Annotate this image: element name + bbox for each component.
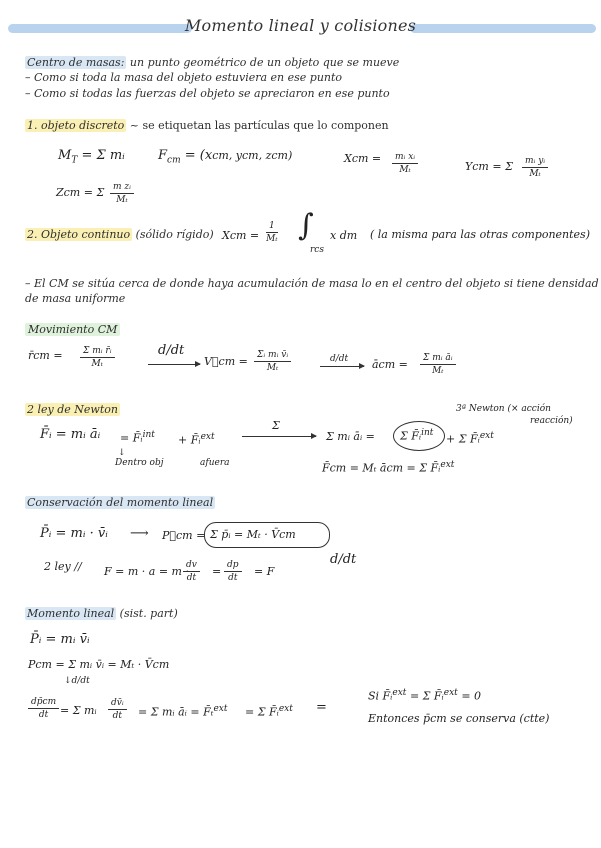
- fcm-line: F̄cm = Mₜ ācm = Σ F̄ᵢ$^{ext}$: [322, 460, 455, 475]
- xcm-label: Xcm =: [344, 152, 382, 165]
- oval-text: Σ F̄ᵢ$^{int}$: [400, 428, 434, 443]
- cons-box-text: Σ p̄ᵢ = Mₜ · V̄cm: [210, 528, 296, 541]
- si-line: Si F̄ᵢ$^{ext}$ = Σ F̄ᵢ$^{ext}$ = 0: [368, 688, 482, 703]
- intro-definition: un punto geométrico de un objeto que se mueve: [126, 56, 400, 69]
- integral-subscript: rcs: [310, 245, 324, 255]
- continuous-paren: (sólido rígido): [132, 228, 214, 241]
- dvi-dt-fraction: $\frac{\text{dv̄ᵢ}}{dt}$: [108, 698, 127, 721]
- momento-rest2: = Σ F̄ᵢ$^{ext}$: [245, 704, 293, 719]
- newton-heading: 2 ley de Newton: [27, 403, 118, 416]
- pcm-label: P⃗cm =: [162, 529, 206, 542]
- rcm-fraction: $\frac{\text{Σ mᵢ r̄ᵢ}}{\text{Mₜ}}$: [80, 346, 115, 369]
- ley-label: 2 ley //: [44, 560, 82, 573]
- entonces-line: Entonces p̄cm se conserva (ctte): [368, 712, 550, 725]
- acm-fraction: $\frac{\text{Σ mᵢ āᵢ}}{\text{Mₜ}}$: [420, 353, 456, 376]
- acm-label: ācm =: [372, 358, 408, 371]
- cons-ddt: d/dt: [330, 552, 357, 567]
- momento-pi: P̄ᵢ = mᵢ v̄ᵢ: [30, 632, 90, 647]
- mt-formula: $M_T = \Sigma$ mᵢ: [58, 148, 125, 166]
- continuous-label: 2. Objeto continuo: [27, 228, 131, 241]
- f-eq: F = m · a = m ·: [104, 565, 189, 578]
- vcm-fraction: $\frac{\text{Σᵢ mᵢ v̄ᵢ}}{\text{Mₜ}}$: [254, 350, 291, 373]
- continuous-fraction: $\frac{1}{\text{Mₜ}}$: [266, 221, 278, 244]
- arrow-2: [320, 366, 364, 367]
- movimiento-heading: Movimiento CM: [25, 323, 120, 336]
- pi-equation: P̄ᵢ = mᵢ · v̄ᵢ: [40, 526, 108, 541]
- sum-label: Σ: [272, 419, 280, 432]
- momento-big-eq: =: [316, 700, 327, 715]
- fi-ext: + F̄ᵢ$^{ext}$: [178, 432, 215, 447]
- dp-dt-fraction: $\frac{dp}{dt}$: [224, 560, 242, 583]
- cons-eq: =: [212, 565, 222, 578]
- integrand: x dm: [330, 229, 358, 242]
- ddt-arrow-1-label: d/dt: [158, 343, 185, 358]
- vcm-label: V⃗cm =: [204, 355, 248, 368]
- continuous-note: ( la misma para las otras componentes): [370, 228, 590, 241]
- conservacion-heading: Conservación del momento lineal: [27, 496, 214, 509]
- fcm-formula: $F_{cm} = (xcm$, ycm, zcm): [158, 148, 293, 166]
- cons-arrow: ⟶: [130, 526, 149, 541]
- momento-paren: (sist. part): [116, 607, 178, 620]
- ycm-fraction: $\frac{\text{mᵢ yᵢ}}{\text{Mₜ}}$: [522, 156, 548, 179]
- xcm-fraction: $\frac{\text{mᵢ xᵢ}}{\text{Mₜ}}$: [392, 152, 418, 175]
- arrow-1: [148, 364, 200, 365]
- cm-note-line-2: de masa uniforme: [25, 292, 126, 305]
- newton-plus-ext: + Σ F̄ᵢ$^{ext}$: [446, 431, 494, 446]
- discrete-label: 1. objeto discreto: [27, 119, 125, 132]
- zcm-fraction: $\frac{\text{m zᵢ}}{\text{Mₜ}}$: [110, 182, 134, 205]
- cm-note-line-1: – El CM se sitúa cerca de donde haya acumulación de masa lo en el centro del objeto si tiene densidad: [25, 277, 599, 290]
- momento-rest: = Σ mᵢ āᵢ = F̄ₜ$^{ext}$: [138, 704, 228, 719]
- discrete-line: [25, 119, 389, 132]
- down-arrow: ↓: [118, 448, 126, 458]
- rcm-label: r̄cm =: [28, 349, 63, 362]
- integral-sign: ∫: [298, 208, 314, 243]
- momento-heading: Momento lineal: [27, 607, 115, 620]
- momento-eq-sum: = Σ mᵢ: [60, 704, 97, 717]
- third-law-note: 3ª Newton (× acción: [456, 404, 551, 414]
- intro-line: [25, 56, 399, 69]
- afuera-label: afuera: [200, 458, 230, 468]
- ycm-label: Ycm = Σ: [465, 160, 513, 173]
- ddt-arrow-2-label: d/dt: [330, 354, 349, 364]
- intro-line-1: – Como si toda la masa del objeto estuviera en ese punto: [25, 71, 343, 84]
- intro-line-2: – Como si todas las fuerzas del objeto se apreciaron en ese punto: [25, 87, 390, 100]
- momento-pcm: Pcm = Σ mᵢ v̄ᵢ = Mₜ · V̄cm: [28, 658, 170, 671]
- dpcm-dt-fraction: $\frac{dp̄cm}{dt}$: [28, 697, 59, 720]
- third-law-note-2: reacción): [530, 416, 573, 426]
- fi-equation: F̄ᵢ = mᵢ āᵢ: [40, 427, 101, 442]
- momento-line: [25, 607, 178, 620]
- discrete-rest: ~ se etiquetan las partículas que lo componen: [126, 119, 389, 132]
- continuous-line: [25, 228, 214, 241]
- dentro-label: Dentro obj: [115, 458, 164, 468]
- newton-rhs: Σ mᵢ āᵢ =: [326, 430, 375, 443]
- cons-eq-f: = F: [254, 565, 275, 578]
- dv-dt-fraction: $\frac{dv}{dt}$: [183, 560, 200, 583]
- intro-heading: Centro de masas:: [27, 56, 125, 69]
- zcm-label: Zcm = Σ: [56, 186, 105, 199]
- newton-arrow: [242, 436, 316, 437]
- continuous-xcm: Xcm =: [222, 229, 260, 242]
- fi-int: = F̄ᵢ$^{int}$: [120, 430, 155, 445]
- page-title: Momento lineal y colisiones: [184, 16, 417, 35]
- momento-ddt: ↓d/dt: [64, 676, 90, 686]
